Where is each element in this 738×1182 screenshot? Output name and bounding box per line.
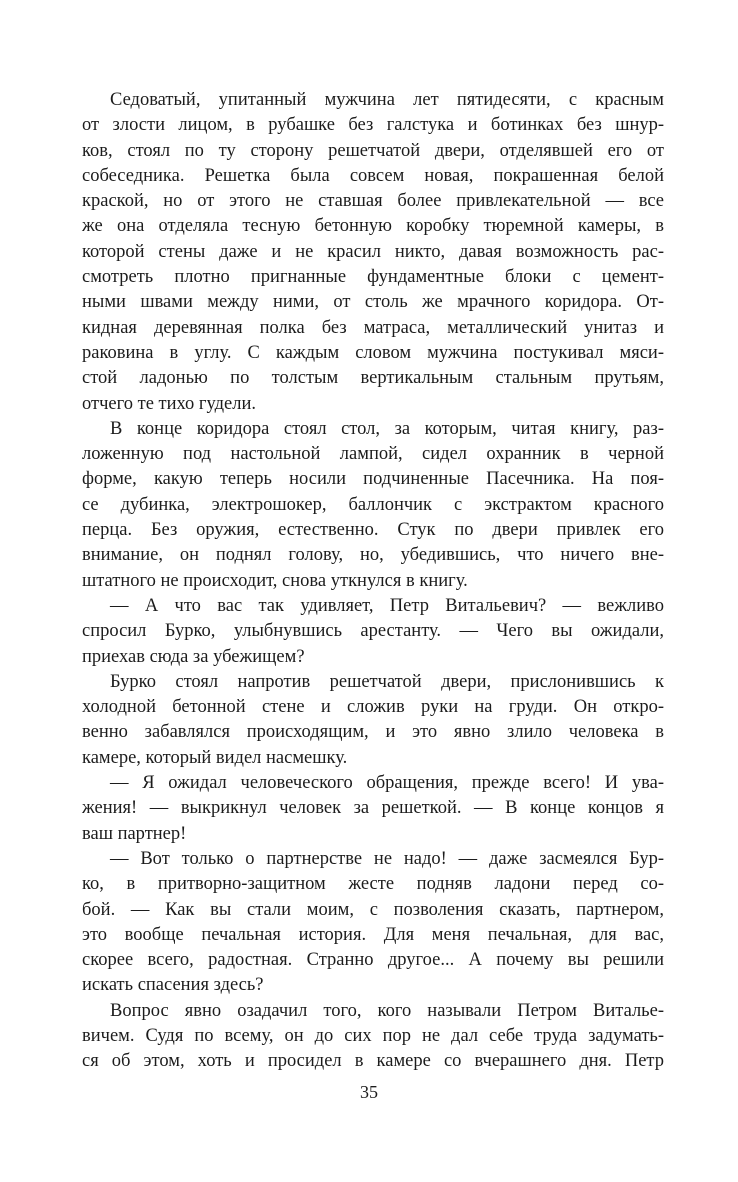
text-line: Бурко стоял напротив решетчатой двери, прислонившись к bbox=[110, 671, 664, 692]
text-line: же она отделяла тесную бетонную коробку тюремной камеры, в bbox=[82, 216, 664, 237]
text-line: раковина в углу. С каждым словом мужчина постукивал мяси- bbox=[82, 342, 664, 363]
text-line: холодной бетонной стене и сложив руки на груди. Он откро- bbox=[82, 697, 664, 718]
text-line: ными швами между ними, от столь же мрачного коридора. От- bbox=[82, 292, 664, 313]
text-line: ко, в притворно-защитном жесте подняв ладони перед со- bbox=[82, 874, 664, 895]
paragraph bbox=[82, 999, 664, 1075]
text-line: — Вот только о партнерстве не надо! — даже засмеялся Бур- bbox=[110, 848, 664, 869]
text-line: отчего те тихо гудели. bbox=[82, 393, 256, 414]
text-line: бой. — Как вы стали моим, с позволения сказать, партнером, bbox=[82, 899, 664, 920]
text-line: венно забавлялся происходящим, и это явно злило человека в bbox=[82, 722, 664, 743]
text-line: Седоватый, упитанный мужчина лет пятидесяти, с красным bbox=[110, 90, 664, 110]
text-line: ков, стоял по ту сторону решетчатой двери, отделявшей его от bbox=[82, 140, 664, 161]
text-line: спросил Бурко, улыбнувшись арестанту. — Чего вы ожидали, bbox=[82, 621, 664, 642]
paragraph bbox=[82, 847, 664, 999]
text-block bbox=[82, 88, 664, 1075]
text-line: Вопрос явно озадачил того, кого называли Петром Виталье- bbox=[110, 1000, 664, 1021]
text-line: се дубинка, электрошокер, баллончик с экстрактом красного bbox=[82, 494, 664, 515]
text-line: скорее всего, радостная. Странно другое... А почему вы решили bbox=[82, 950, 664, 971]
text-line: перца. Без оружия, естественно. Стук по двери привлек его bbox=[82, 520, 664, 541]
text-line: это вообще печальная история. Для меня печальная, для вас, bbox=[82, 924, 664, 945]
text-line: жения! — выкрикнул человек за решеткой. — В конце концов я bbox=[82, 798, 664, 819]
text-line: вичем. Судя по всему, он до сих пор не дал себе труда задумать- bbox=[82, 1025, 664, 1046]
text-line: которой стены даже и не красил никто, давая возможность рас- bbox=[82, 241, 664, 262]
paragraph bbox=[82, 670, 664, 771]
text-line: внимание, он поднял голову, но, убедившись, что ничего вне- bbox=[82, 545, 664, 566]
paragraph bbox=[82, 417, 664, 594]
text-line: ваш партнер! bbox=[82, 823, 187, 844]
text-line: камере, который видел насмешку. bbox=[82, 747, 348, 768]
text-line: стой ладонью по толстым вертикальным стальным прутьям, bbox=[82, 368, 664, 389]
page-number: 35 bbox=[360, 1082, 378, 1102]
text-line: В конце коридора стоял стол, за которым, читая книгу, раз- bbox=[110, 418, 664, 439]
text-line: собеседника. Решетка была совсем новая, покрашенная белой bbox=[82, 165, 664, 186]
text-line: от злости лицом, в рубашке без галстука и ботинках без шнур- bbox=[82, 115, 664, 136]
paragraph bbox=[82, 88, 664, 417]
text-line: ложенную под настольной лампой, сидел охранник в черной bbox=[82, 444, 664, 465]
text-line: форме, какую теперь носили подчиненные Пасечника. На поя- bbox=[82, 469, 664, 490]
text-line: — А что вас так удивляет, Петр Витальевич? — вежливо bbox=[110, 595, 664, 616]
text-line: кидная деревянная полка без матраса, металлический унитаз и bbox=[82, 317, 664, 338]
text-line: краской, но от этого не ставшая более привлекательной — все bbox=[82, 191, 664, 212]
text-line: ся об этом, хоть и просидел в камере со вчерашнего дня. Петр bbox=[82, 1051, 664, 1072]
paragraph bbox=[82, 771, 664, 847]
text-line: — Я ожидал человеческого обращения, прежде всего! И ува- bbox=[110, 773, 664, 794]
text-line: штатного не происходит, снова уткнулся в книгу. bbox=[82, 570, 468, 591]
text-line: смотреть плотно пригнанные фундаментные блоки с цемент- bbox=[82, 267, 664, 288]
text-line: приехав сюда за убежищем? bbox=[82, 646, 305, 667]
paragraph bbox=[82, 594, 664, 670]
text-line: искать спасения здесь? bbox=[82, 975, 264, 996]
